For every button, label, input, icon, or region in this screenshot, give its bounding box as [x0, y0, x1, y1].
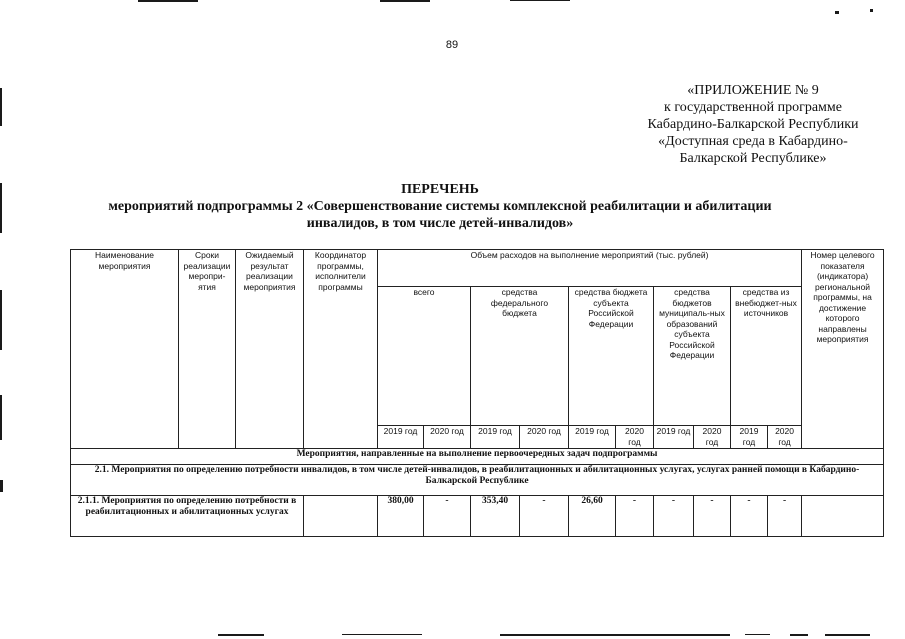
scan-artifact-bottom-5 — [790, 634, 808, 636]
page-number: 89 — [445, 39, 459, 51]
header-volume: Объем расходов на выполнение мероприятий (тыс. рублей) — [378, 250, 802, 287]
value-cell: - — [424, 496, 471, 537]
year-cell: 2019 год — [654, 426, 694, 449]
value-cell: 353,40 — [471, 496, 520, 537]
scan-artifact-bottom-3 — [500, 634, 730, 636]
header-name: Наименование мероприятия — [71, 250, 179, 449]
scan-artifact-dot-2 — [870, 9, 873, 12]
scan-artifact-top-2 — [380, 0, 430, 2]
year-cell: 2020 год — [424, 426, 471, 449]
title-line-2: мероприятий подпрограммы 2 «Совершенствование системы комплексной реабилитации и абилитации — [108, 199, 772, 214]
header-extra: средства из внебюджет-ных источников — [731, 287, 802, 426]
scan-artifact-bottom-1 — [218, 634, 264, 636]
subsection-title: 2.1. Мероприятия по определению потребности инвалидов, в том числе детей-инвалидов, в реабилитационных и абилитационных услугах, услугах ранней помощи в Кабардино-Балкарской Республике — [71, 465, 884, 496]
scan-artifact-left-1 — [0, 88, 2, 126]
year-cell: 2020 год — [768, 426, 802, 449]
scan-artifact-dot-1 — [835, 11, 839, 14]
value-cell: - — [654, 496, 694, 537]
row-name: 2.1.1. Мероприятия по определению потребности в реабилитационных и абилитационных услугах — [71, 496, 304, 537]
year-cell: 2019 год — [731, 426, 768, 449]
appendix-header — [636, 82, 870, 167]
scan-artifact-left-5 — [0, 480, 3, 492]
header-expected: Ожидаемый результат реализации мероприятия — [236, 250, 304, 449]
year-cell: 2020 год — [616, 426, 654, 449]
row-coordinator — [304, 496, 378, 537]
scan-artifact-left-3 — [0, 290, 2, 350]
value-cell: - — [731, 496, 768, 537]
section-row — [71, 449, 884, 465]
scan-artifact-top-1 — [138, 0, 198, 2]
year-cell: 2019 год — [471, 426, 520, 449]
year-cell: 2020 год — [694, 426, 731, 449]
subsection-row — [71, 465, 884, 496]
table-row — [71, 496, 884, 537]
scan-artifact-bottom-6 — [825, 634, 870, 636]
section-title: Мероприятия, направленные на выполнение первоочередных задач подпрограммы — [71, 449, 884, 465]
row-indicator — [802, 496, 884, 537]
scan-artifact-bottom-4 — [745, 634, 770, 635]
appendix-line-2: к государственной программе — [664, 100, 842, 115]
value-cell: - — [520, 496, 569, 537]
appendix-line-1: «ПРИЛОЖЕНИЕ № 9 — [687, 83, 819, 98]
header-indicator: Номер целевого показателя (индикатора) региональной программы, на достижение которого направлены мероприятия — [802, 250, 884, 449]
year-cell: 2019 год — [569, 426, 616, 449]
appendix-line-3: Кабардино-Балкарской Республики — [647, 117, 859, 132]
appendix-line-5: Балкарской Республике» — [679, 151, 827, 166]
scan-artifact-top-3 — [510, 0, 570, 1]
header-row-1 — [71, 250, 884, 287]
year-cell: 2020 год — [520, 426, 569, 449]
appendix-line-4: «Доступная среда в Кабардино- — [658, 134, 848, 149]
scan-artifact-left-4 — [0, 395, 2, 440]
value-cell: 26,60 — [569, 496, 616, 537]
value-cell: 380,00 — [378, 496, 424, 537]
scan-artifact-left-2 — [0, 183, 2, 233]
header-municipal: средства бюджетов муниципаль-ных образований субъекта Российской Федерации — [654, 287, 731, 426]
value-cell: - — [616, 496, 654, 537]
header-total: всего — [378, 287, 471, 426]
value-cell: - — [768, 496, 802, 537]
title-line-1: ПЕРЕЧЕНЬ — [401, 182, 479, 197]
document-title — [60, 181, 820, 232]
year-cell: 2019 год — [378, 426, 424, 449]
header-subject: средства бюджета субъекта Российской Федерации — [569, 287, 654, 426]
header-federal: средства федерального бюджета — [471, 287, 569, 426]
value-cell: - — [694, 496, 731, 537]
measures-table — [70, 249, 884, 537]
header-coordinator: Координатор программы, исполнители программы — [304, 250, 378, 449]
scan-artifact-bottom-2 — [342, 634, 422, 635]
header-terms: Сроки реализации меропри-ятия — [179, 250, 236, 449]
title-line-3: инвалидов, в том числе детей-инвалидов» — [306, 216, 574, 231]
